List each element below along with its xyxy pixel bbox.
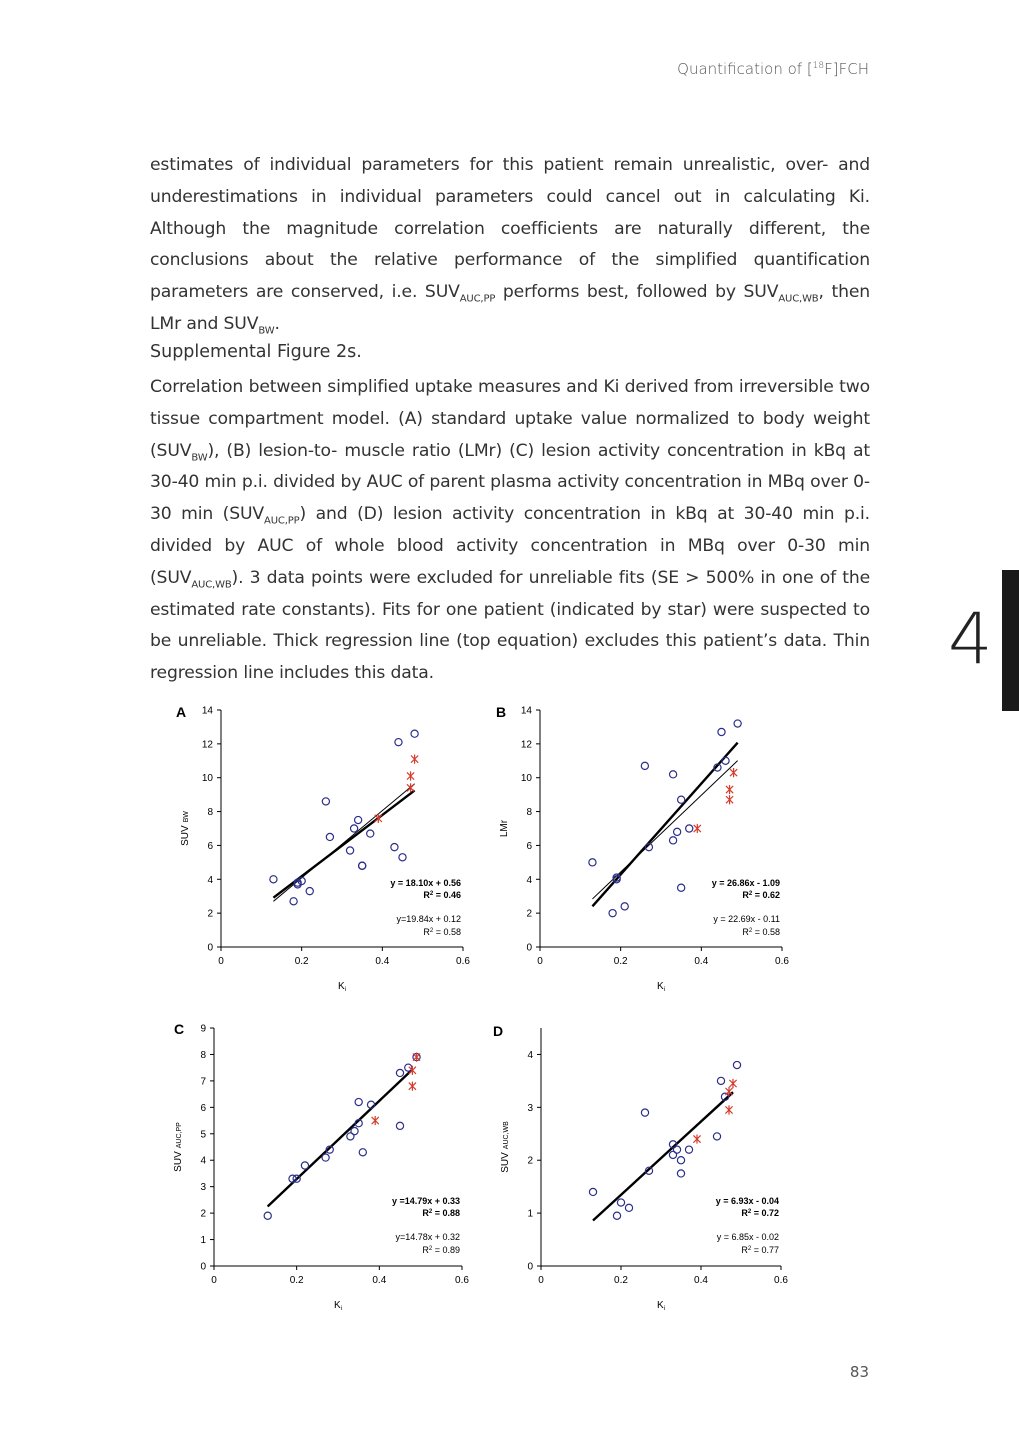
data-point-circle [677,1157,684,1164]
data-point-circle [355,816,362,823]
panel-label: A [175,704,187,720]
data-point-circle [351,825,358,832]
thin-line-r2: $R^2 = 0.58$ [742,927,780,937]
data-point-star [407,771,414,780]
y-tick-label: 4 [526,874,532,886]
data-point-circle [613,1212,620,1219]
thick-line-r2: $R^2 = 0.46$ [423,890,461,900]
data-point-star [726,795,733,804]
data-point-circle [391,844,398,851]
y-axis-label: SUVAUC,WB [500,1121,511,1173]
y-tick-label: 8 [200,1049,206,1061]
figure-heading: Supplemental Figure 2s. [150,342,362,362]
x-axis-label: $K_i$ [337,981,347,993]
y-tick-label: 2 [207,908,213,920]
data-point-star [407,783,414,792]
x-tick-label: 0.4 [694,956,709,967]
x-axis-label: $K_i$ [656,981,666,993]
y-tick-label: 3 [200,1182,206,1194]
y-tick-label: 0 [527,1261,533,1273]
running-header: Quantification of [$^{18}$F]FCH [677,60,869,78]
x-tick-label: 0.2 [294,956,309,967]
data-point-circle [641,762,648,769]
data-point-circle [346,847,353,854]
panel-label: C [173,1021,185,1037]
x-tick-label: 0.6 [774,1275,788,1286]
data-point-circle [718,728,725,735]
y-tick-label: 3 [527,1102,533,1114]
y-tick-label: 6 [200,1102,206,1114]
data-point-star [693,1134,700,1143]
x-tick-label: 0 [538,1275,544,1286]
y-tick-label: 10 [520,773,532,785]
y-tick-label: 8 [207,807,213,819]
panel-label: B [495,704,507,720]
data-point-circle [617,1199,624,1206]
y-tick-label: 0 [200,1261,206,1273]
data-point-circle [717,1077,724,1084]
data-point-circle [713,1133,720,1140]
data-point-star [694,824,701,833]
y-axis-label: SUVAUC,PP [173,1122,184,1172]
y-tick-label: 7 [200,1076,206,1088]
x-tick-label: 0.4 [375,956,390,967]
data-point-circle [355,1098,362,1105]
thick-line-equation: y = 6.93x - 0.04 [715,1196,779,1206]
data-point-circle [290,898,297,905]
y-tick-label: 4 [200,1155,206,1167]
x-tick-label: 0.4 [694,1275,708,1286]
y-tick-label: 1 [527,1208,533,1220]
data-point-circle [399,854,406,861]
data-point-circle [301,1162,308,1169]
y-tick-label: 9 [200,1023,206,1035]
x-tick-label: 0.6 [456,956,470,967]
y-tick-label: 2 [526,908,532,920]
thick-line-equation: y = 18.10x + 0.56 [390,878,461,888]
data-point-circle [641,1109,648,1116]
figure-caption: Correlation between simplified uptake measures and Ki derived from irreversible two tissue compartment model. (A) standard uptake value normalized to body weight $(SUV_{BW})$, (B) lesion-to- muscle ratio (LMr) (C) lesion activity concentration in kBq at 30-40 min p.i. divided by AUC of parent plasma activity concentration in MBq over 0-30 $\min (SUV_{AUC,PP})$ and (D) lesion activity concentration in kBq at 30-40 min p.i. divided by AUC of whole blood activity concentration in MBq over 0-30 $\min (SUV_{AUC,WB})$. 3 data points were excluded for unreliable fits (SE > 500% in one of the estimated rate constants). Fits for one patient (indicated by star) were suspected to be unreliable. Thick regression line (top equation) excludes this patient’s data. Thin regression line includes this data. [150,377,870,684]
data-point-circle [678,884,685,891]
data-point-circle [589,859,596,866]
y-tick-label: 5 [200,1129,206,1141]
data-point-circle [670,771,677,778]
data-point-circle [405,1064,412,1071]
thick-regression-line [268,1070,413,1207]
y-axis-label: LMr [499,819,510,838]
data-point-circle [359,1149,366,1156]
x-tick-label: 0.2 [613,956,628,967]
data-point-circle [270,876,277,883]
y-tick-label: 4 [207,874,213,886]
thick-line-equation: y = 26.86x - 1.09 [711,878,780,888]
y-tick-label: 12 [201,739,213,751]
data-point-star [411,754,418,763]
data-point-circle [673,1146,680,1153]
thick-regression-line [593,1092,733,1220]
y-tick-label: 0 [526,942,532,954]
data-point-circle [621,903,628,910]
thin-line-equation: y=19.84x + 0.12 [396,914,461,924]
data-point-circle [326,833,333,840]
data-point-star [409,1082,416,1091]
data-point-circle [264,1212,271,1219]
data-point-circle [674,828,681,835]
data-point-circle [677,1170,684,1177]
data-point-circle [351,1128,358,1135]
x-tick-label: 0.6 [455,1275,469,1286]
data-point-star [725,1105,732,1114]
x-tick-label: 0.2 [614,1275,628,1286]
data-point-star [413,1052,420,1061]
data-point-circle [322,1154,329,1161]
data-point-circle [685,1146,692,1153]
y-tick-label: 6 [207,840,213,852]
thin-line-r2: $R^2 = 0.58$ [423,927,461,937]
data-point-circle [322,798,329,805]
y-tick-label: 1 [200,1235,206,1247]
data-point-circle [625,1204,632,1211]
y-axis-label: SUVBW [180,811,191,846]
y-tick-label: 10 [201,773,213,785]
data-point-circle [678,796,685,803]
x-tick-label: 0.4 [372,1275,387,1286]
data-point-circle [733,1061,740,1068]
data-point-circle [686,825,693,832]
data-point-circle [395,739,402,746]
y-tick-label: 2 [200,1208,206,1220]
y-tick-label: 2 [527,1155,533,1167]
x-tick-label: 0 [211,1275,217,1286]
chapter-number: 4 [948,598,993,680]
data-point-star [729,1079,736,1088]
figure-panels [0,690,1019,1330]
x-tick-label: 0 [218,956,224,967]
thick-line-r2: $R^2 = 0.72$ [741,1208,779,1218]
data-point-circle [367,830,374,837]
page-number: 83 [849,1363,869,1381]
x-axis-label: $K_i$ [656,1300,666,1312]
data-point-circle [589,1188,596,1195]
thin-line-equation: y = 6.85x - 0.02 [716,1232,779,1242]
x-tick-label: 0 [537,956,543,967]
data-point-circle [670,837,677,844]
x-axis-label: $K_i$ [333,1300,343,1312]
y-tick-label: 8 [526,807,532,819]
data-point-star [372,1116,379,1125]
thin-line-equation: y=14.78x + 0.32 [395,1232,460,1242]
y-tick-label: 14 [201,705,213,717]
thin-line-r2: $R^2 = 0.89$ [422,1245,460,1255]
y-tick-label: 12 [520,739,532,751]
thin-line-equation: y = 22.69x - 0.11 [713,914,780,924]
thick-line-r2: $R^2 = 0.88$ [422,1208,460,1218]
data-point-circle [609,910,616,917]
data-point-star [730,768,737,777]
thick-line-equation: y =14.79x + 0.33 [391,1196,460,1206]
x-tick-label: 0.2 [289,1275,304,1286]
data-point-circle [734,720,741,727]
data-point-star [726,785,733,794]
thin-line-r2: $R^2 = 0.77$ [741,1245,779,1255]
data-point-circle [396,1122,403,1129]
y-tick-label: 0 [207,942,213,954]
y-tick-label: 4 [527,1049,533,1061]
x-tick-label: 0.6 [775,956,789,967]
data-point-circle [306,888,313,895]
panel-label: D [492,1023,504,1039]
thick-line-r2: $R^2 = 0.62$ [742,890,780,900]
data-point-circle [359,862,366,869]
y-tick-label: 14 [520,705,532,717]
data-point-circle [411,730,418,737]
y-tick-label: 6 [526,840,532,852]
data-point-star [375,814,382,823]
body-paragraph: estimates of individual parameters for this patient remain unrealistic, over- and underestimations in individual parameters could cancel out in calculating Ki. Although the magnitude correlation coefficients are naturally different, the conclusions about the relative performance of the simplified quantification parameters are conserved, i.e. $SUV_{AUC,PP}$ performs best, followed by $SUV_{AUC,WB}$, then LMr and $SUV_{BW}$. [150,155,870,337]
data-point-circle [396,1069,403,1076]
data-point-star [725,1087,732,1096]
